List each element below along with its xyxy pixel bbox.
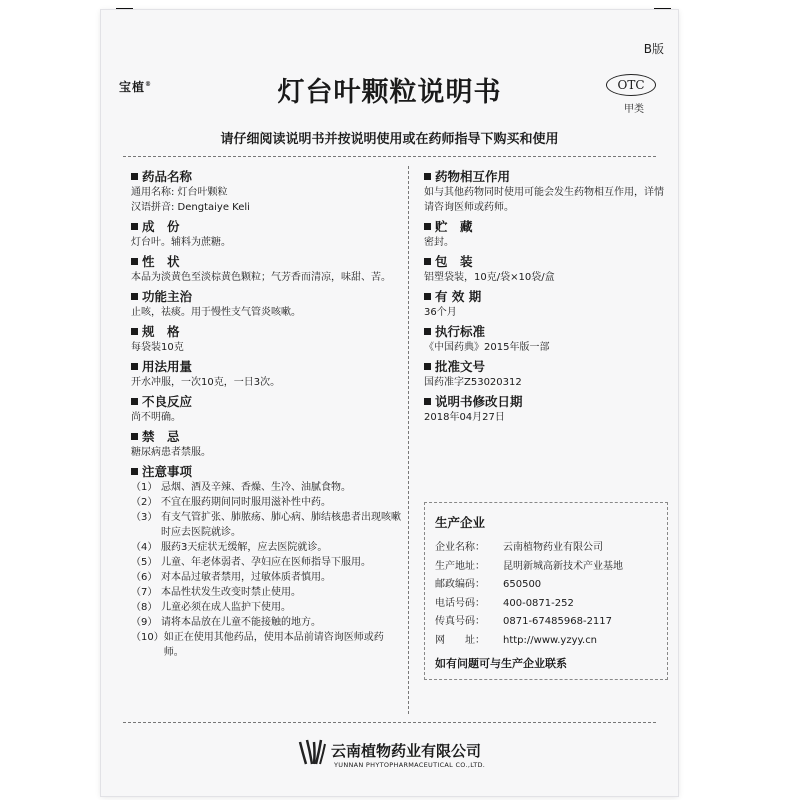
item-text: 忌烟、酒及辛辣、香燥、生冷、油腻食物。 [161, 482, 351, 493]
section-heading: 注意事项 [131, 463, 401, 480]
section-contraindications [131, 428, 401, 460]
list-item [131, 600, 401, 615]
item-number: （4） [131, 542, 158, 553]
section-text: 每袋装10克 [131, 342, 184, 353]
section-heading: 用法用量 [131, 358, 401, 375]
left-column [131, 168, 401, 663]
row-label: 传真号码： [435, 616, 485, 627]
section-text: 尚不明确。 [131, 412, 181, 423]
item-text: 有支气管扩张、肺脓疡、肺心病、肺结核患者出现咳嗽时应去医院就诊。 [161, 512, 401, 538]
section-text: 开水冲服，一次10克，一日3次。 [131, 377, 281, 388]
section-heading: 不良反应 [131, 393, 401, 410]
address-row [435, 558, 657, 577]
usage-notice: 请仔细阅读说明书并按说明使用或在药师指导下购买和使用 [220, 132, 559, 147]
list-item [131, 585, 401, 600]
item-number: （2） [131, 497, 158, 508]
row-label: 企业名称： [435, 542, 485, 553]
section-specification [131, 323, 401, 355]
company-name-row [435, 539, 657, 558]
section-adverse-reactions [131, 393, 401, 425]
item-number: （9） [131, 617, 158, 628]
section-text: 糖尿病患者禁服。 [131, 447, 211, 458]
item-number: （6） [131, 572, 158, 583]
list-item [131, 570, 401, 585]
section-text: 止咳，祛痰。用于慢性支气管炎咳嗽。 [131, 307, 301, 318]
item-text: 不宜在服药期间同时服用滋补性中药。 [161, 497, 331, 508]
list-item [131, 555, 401, 570]
item-number: （7） [131, 587, 158, 598]
row-value: 云南植物药业有限公司 [503, 542, 603, 553]
top-divider [123, 156, 656, 157]
item-text: 服药3天症状无缓解，应去医院就诊。 [161, 542, 328, 553]
otc-class-label: 甲类 [624, 104, 644, 115]
section-text: 《中国药典》2015年版一部 [424, 342, 550, 353]
section-indications [131, 288, 401, 320]
section-description [131, 253, 401, 285]
version-label: B版 [643, 42, 664, 56]
section-heading: 药物相互作用 [424, 168, 666, 185]
section-heading: 成 份 [131, 218, 401, 235]
section-heading: 说明书修改日期 [424, 393, 666, 410]
section-text: 如与其他药物同时使用可能会发生药物相互作用，详情请咨询医师或药师。 [424, 187, 664, 213]
website-row [435, 632, 657, 651]
section-heading: 执行标准 [424, 323, 666, 340]
section-standard [424, 323, 666, 355]
footer-company-name: 云南植物药业有限公司 [331, 742, 482, 760]
section-heading: 规 格 [131, 323, 401, 340]
row-label: 电话号码： [435, 597, 485, 609]
fax-row [435, 613, 657, 632]
list-item [131, 615, 401, 630]
section-heading: 性 状 [131, 253, 401, 270]
list-item [131, 540, 401, 555]
section-text: 灯台叶。辅料为蔗糖。 [131, 237, 231, 248]
item-text: 儿童、年老体弱者、孕妇应在医师指导下服用。 [161, 557, 371, 568]
list-item [131, 495, 401, 510]
package-insert-sheet [101, 10, 678, 796]
list-item [131, 630, 401, 660]
section-text: 本品为淡黄色至淡棕黄色颗粒；气芳香而清凉，味甜、苦。 [131, 272, 391, 283]
item-number: （5） [131, 557, 158, 568]
section-dosage [131, 358, 401, 390]
row-label: 网 址： [435, 634, 485, 646]
right-column [424, 168, 666, 428]
row-value: 昆明新城高新技术产业基地 [503, 560, 623, 572]
generic-name-line: 通用名称: 灯台叶颗粒 [131, 187, 228, 198]
row-value: 0871-67485968-2117 [503, 616, 613, 627]
section-shelf-life [424, 288, 666, 320]
section-heading: 禁 忌 [131, 428, 401, 445]
contact-notice: 如有问题可与生产企业联系 [435, 657, 567, 670]
section-heading: 批准文号 [424, 358, 666, 375]
section-text: 密封。 [424, 237, 454, 248]
trademark-mark: ® [145, 81, 153, 88]
list-item [131, 510, 401, 540]
section-approval-number [424, 358, 666, 390]
item-text: 如正在使用其他药品，使用本品前请咨询医师或药师。 [163, 632, 384, 658]
row-value: 400-0871-252 [503, 597, 574, 609]
footer-company-english: YUNNAN PHYTOPHARMACEUTICAL CO.,LTD. [334, 761, 486, 769]
item-number: （8） [131, 602, 158, 613]
bottom-divider [123, 722, 656, 723]
company-logo-icon [297, 738, 327, 766]
section-precautions [131, 463, 401, 660]
postal-code-row [435, 576, 657, 595]
brand-name: 宝植 [119, 80, 146, 94]
section-ingredients [131, 218, 401, 250]
item-number: （3） [131, 512, 158, 523]
row-value: 650500 [503, 579, 542, 590]
section-revision-date [424, 393, 666, 425]
section-drug-name [131, 168, 401, 215]
section-text: 国药准字Z53020312 [424, 377, 522, 388]
section-text: 36个月 [424, 307, 457, 318]
section-interactions [424, 168, 666, 215]
column-divider [408, 166, 409, 714]
item-text: 本品性状发生改变时禁止使用。 [161, 587, 301, 598]
row-label: 邮政编码： [435, 579, 485, 590]
row-value: http://www.yzyy.cn [503, 634, 598, 646]
item-text: 儿童必须在成人监护下使用。 [161, 602, 291, 613]
phone-row [435, 595, 657, 614]
document-title: 灯台叶颗粒说明书 [277, 77, 502, 108]
section-heading: 贮 藏 [424, 218, 666, 235]
item-number: （10） [131, 632, 164, 643]
section-heading: 有 效 期 [424, 288, 666, 305]
section-heading: 包 装 [424, 253, 666, 270]
section-heading: 功能主治 [131, 288, 401, 305]
section-packaging [424, 253, 666, 285]
section-heading: 药品名称 [131, 168, 401, 185]
item-text: 请将本品放在儿童不能接触的地方。 [161, 617, 321, 628]
list-item [131, 480, 401, 495]
pinyin-line: 汉语拼音: Dengtaiye Keli [131, 202, 250, 213]
item-text: 对本品过敏者禁用，过敏体质者慎用。 [161, 572, 331, 583]
section-storage [424, 218, 666, 250]
otc-badge: OTC [606, 74, 656, 96]
item-number: （1） [131, 482, 158, 493]
section-text: 2018年04月27日 [424, 412, 505, 423]
manufacturer-heading: 生产企业 [435, 515, 486, 530]
section-text: 铝塑袋装，10克/袋×10袋/盒 [424, 272, 555, 283]
manufacturer-box [424, 502, 668, 680]
row-label: 生产地址： [435, 560, 485, 572]
